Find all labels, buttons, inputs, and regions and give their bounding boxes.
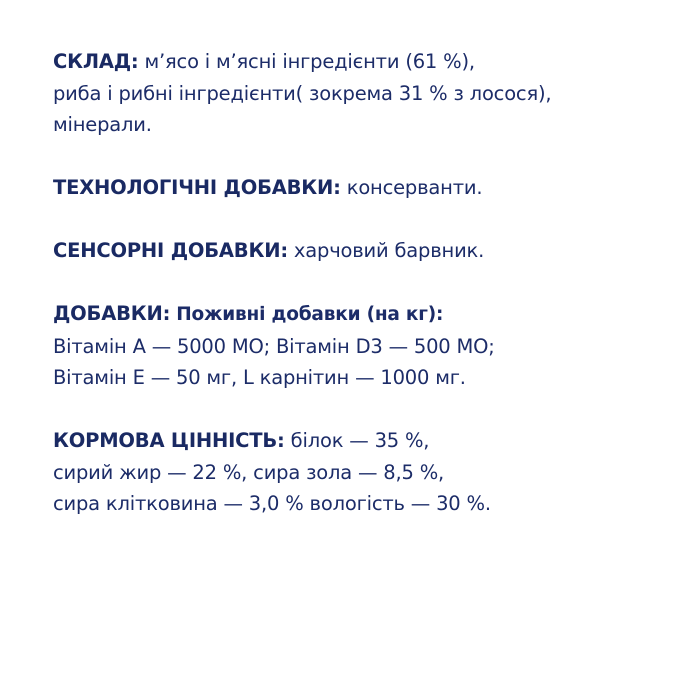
nutritional-value-text-2: сирий жир — 22 %, сира зола — 8,5 %, xyxy=(53,460,445,484)
additives-text-2: Вітамін Е — 50 мг, L карнітин — 1000 мг. xyxy=(53,366,466,389)
composition-heading: СКЛАД: xyxy=(53,50,139,73)
composition-text-2: риба і рибні інгредієнти( зокрема 31 % з лосося), xyxy=(53,81,552,105)
technological-additives-heading: ТЕХНОЛОГІЧНІ ДОБАВКИ: xyxy=(53,176,341,199)
nutritional-value-line-1 xyxy=(53,425,662,457)
additives-text-1: Вітамін А — 5000 МО; Вітамін D3 — 500 МО; xyxy=(53,334,495,358)
nutritional-value-heading: КОРМОВА ЦІННІСТЬ: xyxy=(53,429,285,452)
sensory-additives-text: харчовий барвник. xyxy=(293,239,485,262)
additives-heading: ДОБАВКИ: xyxy=(53,302,171,325)
composition-section xyxy=(53,46,662,141)
composition-text-1: м’ясо і м’ясні інгредієнти (61 %), xyxy=(144,50,475,73)
technological-additives-text: консерванти. xyxy=(346,176,483,199)
sensory-additives-section xyxy=(53,235,662,267)
composition-text-3: мінерали. xyxy=(53,113,152,136)
composition-line-1 xyxy=(53,46,662,78)
additives-section xyxy=(53,298,662,394)
sensory-additives-line xyxy=(53,235,662,267)
technological-additives-line xyxy=(53,172,662,204)
additives-subheading: Поживні добавки (на кг): xyxy=(176,304,444,325)
technological-additives-section xyxy=(53,172,662,204)
nutritional-value-text-3: сира клітковина — 3,0 % вологість — 30 %. xyxy=(53,492,491,515)
nutritional-value-text-1: білок — 35 %, xyxy=(290,429,430,452)
sensory-additives-heading: СЕНСОРНІ ДОБАВКИ: xyxy=(53,239,288,262)
nutritional-value-section xyxy=(53,425,662,520)
additives-line-1 xyxy=(53,298,662,331)
